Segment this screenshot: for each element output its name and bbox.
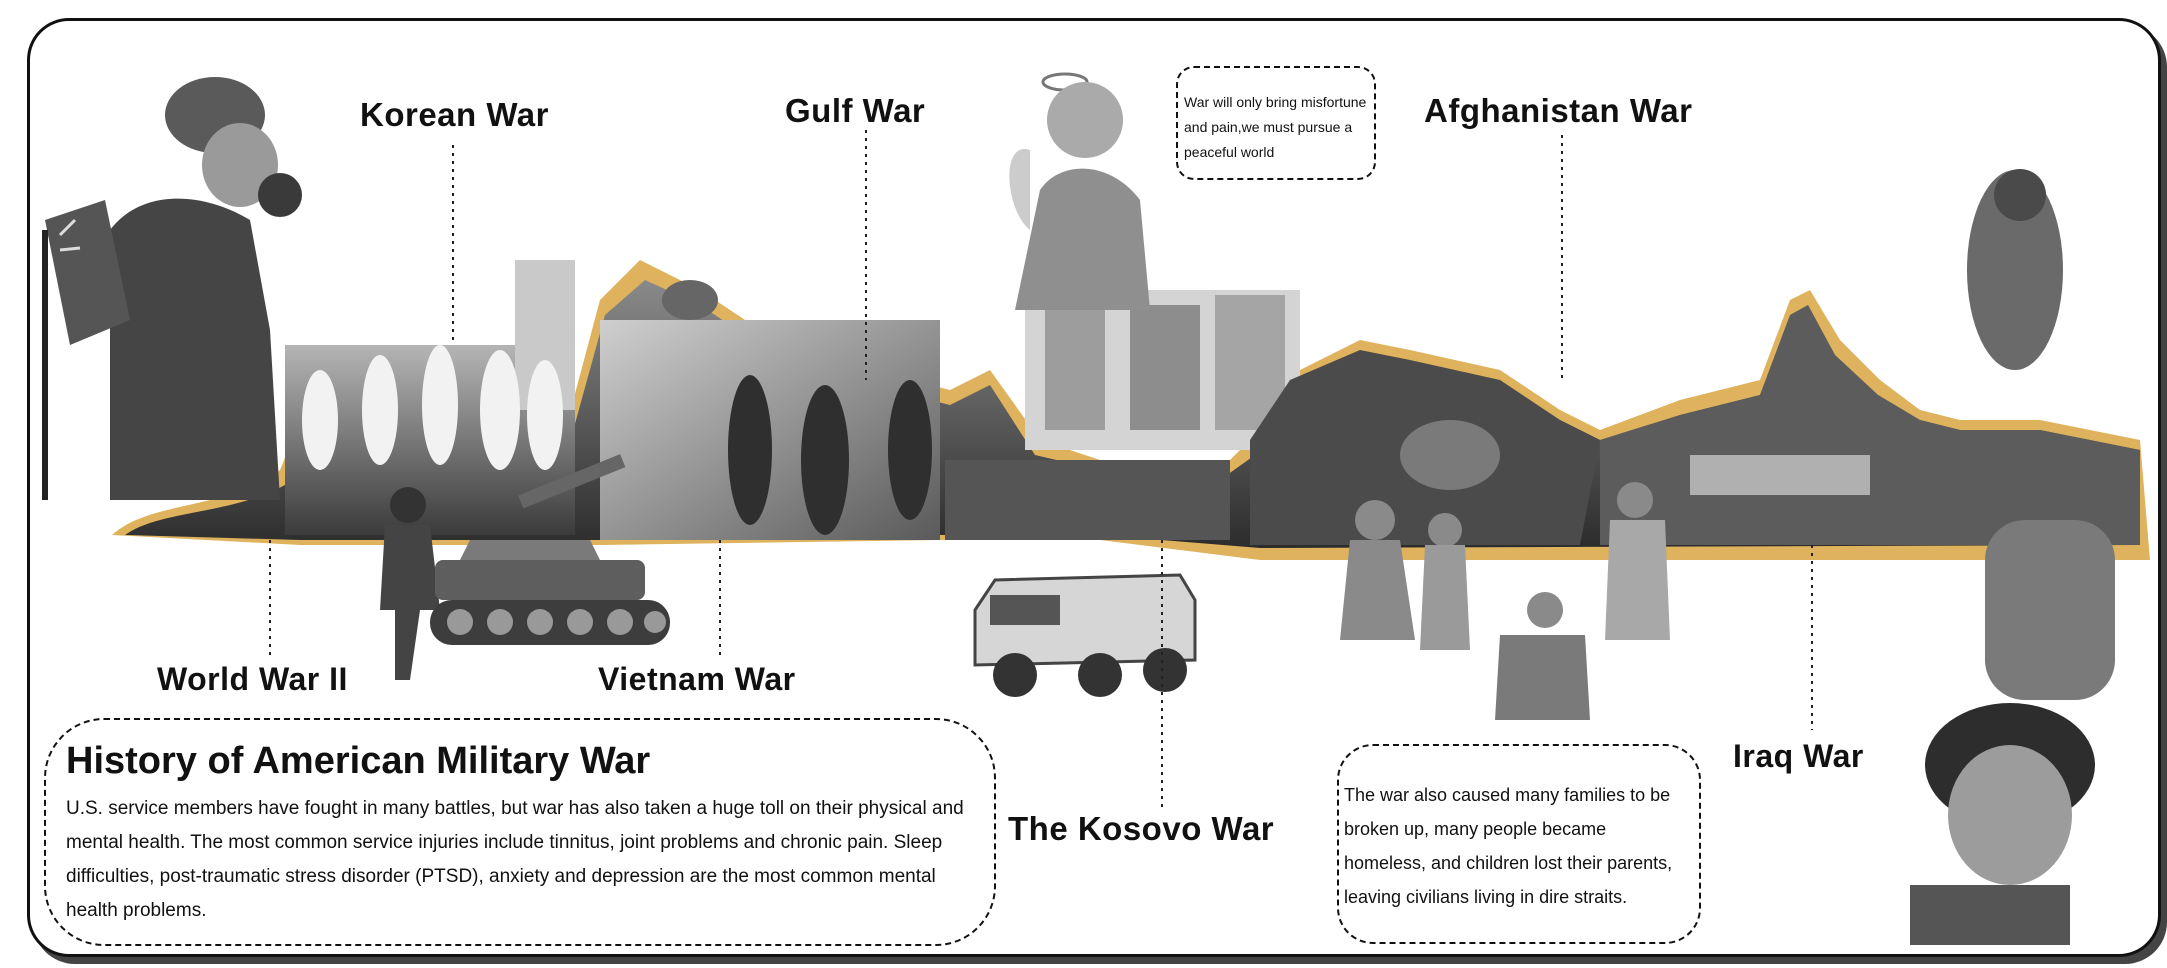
history-body: U.S. service members have fought in many battles, but war has also taken a huge toll on their physical and mental health. The most common service injuries include tinnitus, joint problems and chronic pain. Sleep difficulties, post-traumatic stress disorder (PTSD), anxiety and depression are the most common mental health problems. <box>66 798 964 921</box>
soldier-gas-mask-figure <box>45 77 302 500</box>
family-impact-bubble <box>1337 744 1701 944</box>
peace-quote-text: War will only bring misfortune and pain,we must pursue a peaceful world <box>1184 94 1367 160</box>
angel-child-figure <box>1009 74 1150 310</box>
history-title: History of American Military War <box>66 740 651 782</box>
label-korean-war: Korean War <box>360 96 549 133</box>
label-world-war-ii: World War II <box>157 661 348 697</box>
label-iraq-war: Iraq War <box>1733 738 1864 774</box>
crying-child-figure <box>1910 520 2115 945</box>
history-panel <box>44 718 996 946</box>
iraq-scene <box>1600 169 2140 545</box>
family-impact-text: The war also caused many families to be broken up, many people became homeless, and children lost their parents, leaving civilians living in dire straits. <box>1344 785 1673 907</box>
label-vietnam-war: Vietnam War <box>598 661 796 697</box>
label-kosovo-war: The Kosovo War <box>1008 810 1275 847</box>
label-gulf-war: Gulf War <box>785 92 926 129</box>
afghanistan-scene <box>1250 350 1600 545</box>
label-afghanistan-war: Afghanistan War <box>1424 92 1693 129</box>
peace-quote-bubble <box>1176 66 1376 180</box>
